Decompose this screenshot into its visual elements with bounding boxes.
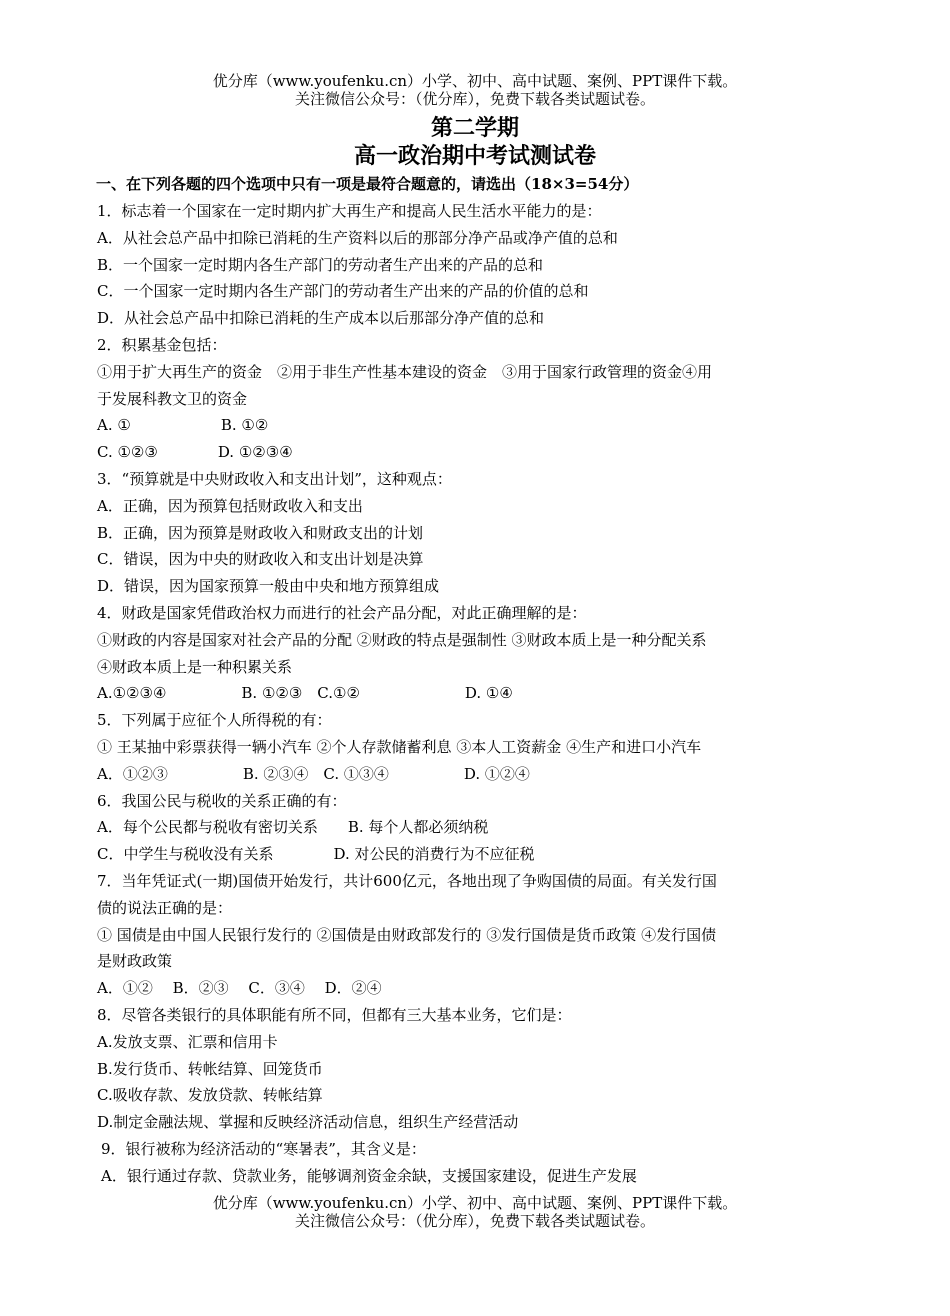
text-line: ① 国债是由中国人民银行发行的 ②国债是由财政部发行的 ③发行国债是货币政策 ④发行国债 bbox=[97, 925, 717, 944]
text-line: 5．下列属于应征个人所得税的有： bbox=[97, 711, 332, 730]
text-line: ①财政的内容是国家对社会产品的分配 ②财政的特点是强制性 ③财政本质上是一种分配关系 bbox=[97, 630, 707, 649]
text-line: A．正确，因为预算包括财政收入和支出 bbox=[97, 496, 363, 515]
footer-line-1: 优分库（www.youfenku.cn）小学、初中、高中试题、案例、PPT课件下载。 bbox=[212, 1194, 738, 1212]
page-header bbox=[0, 72, 950, 108]
text-line: 9．银行被称为经济活动的“寒暑表”，其含义是： bbox=[101, 1139, 426, 1158]
text-line: A．①② B．②③ C．③④ D．②④ bbox=[97, 979, 382, 998]
section-heading: 一、在下列各题的四个选项中只有一项是最符合题意的，请选出（18×3=54分） bbox=[96, 175, 639, 193]
text-line: A．①②③ B. ②③④ C. ①③④ D. ①②④ bbox=[97, 764, 530, 783]
text-line: D．错误，因为国家预算一般由中央和地方预算组成 bbox=[97, 577, 440, 596]
question-body bbox=[97, 198, 857, 1189]
text-line: D.制定金融法规、掌握和反映经济活动信息，组织生产经营活动 bbox=[97, 1113, 519, 1132]
text-line: A.发放支票、汇票和信用卡 bbox=[97, 1032, 278, 1051]
header-line-2: 关注微信公众号：（优分库），免费下载各类试题试卷。 bbox=[294, 90, 655, 108]
text-line: 2．积累基金包括： bbox=[97, 335, 227, 354]
text-line: ④财政本质上是一种积累关系 bbox=[97, 657, 293, 676]
text-line: 8．尽管各类银行的具体职能有所不同，但都有三大基本业务，它们是： bbox=[97, 1005, 572, 1024]
text-line: 3．“预算就是中央财政收入和支出计划”，这种观点： bbox=[97, 469, 452, 488]
text-line: 6．我国公民与税收的关系正确的有： bbox=[97, 791, 347, 810]
text-line: C.吸收存款、发放贷款、转帐结算 bbox=[97, 1086, 323, 1105]
text-line: 1．标志着一个国家在一定时期内扩大再生产和提高人民生活水平能力的是： bbox=[97, 202, 602, 220]
exam-term-title: 第二学期 bbox=[430, 115, 519, 141]
text-line: 4．财政是国家凭借政治权力而进行的社会产品分配，对此正确理解的是： bbox=[97, 603, 587, 622]
text-line: C．中学生与税收没有关系 D. 对公民的消费行为不应征税 bbox=[97, 845, 535, 864]
text-line: B．一个国家一定时期内各生产部门的劳动者生产出来的产品的总和 bbox=[97, 255, 544, 274]
text-line: A. ① B. ①② bbox=[97, 416, 269, 435]
text-line: A．每个公民都与税收有密切关系 B. 每个人都必须纳税 bbox=[97, 818, 489, 837]
page-footer bbox=[0, 1194, 950, 1230]
text-line: D．从社会总产品中扣除已消耗的生产成本以后那部分净产值的总和 bbox=[97, 309, 545, 328]
footer-line-2: 关注微信公众号：（优分库），免费下载各类试题试卷。 bbox=[294, 1212, 655, 1230]
text-line: ①用于扩大再生产的资金 ②用于非生产性基本建设的资金 ③用于国家行政管理的资金④用 bbox=[97, 362, 713, 381]
text-line: A．从社会总产品中扣除已消耗的生产资料以后的那部分净产品或净产值的总和 bbox=[97, 228, 618, 247]
exam-title: 高一政治期中考试测试卷 bbox=[353, 143, 596, 169]
text-line: C. ①②③ D. ①②③④ bbox=[97, 443, 293, 462]
text-line: B．正确，因为预算是财政收入和财政支出的计划 bbox=[97, 523, 424, 542]
text-line: A．银行通过存款、贷款业务，能够调剂资金余缺，支援国家建设，促进生产发展 bbox=[101, 1166, 637, 1185]
text-line: 是财政政策 bbox=[97, 952, 173, 971]
text-line: ① 王某抽中彩票获得一辆小汽车 ②个人存款储蓄利息 ③本人工资薪金 ④生产和进口小汽车 bbox=[97, 737, 702, 756]
text-line: 7．当年凭证式(一期)国债开始发行，共计600亿元，各地出现了争购国债的局面。有关发行国 bbox=[97, 871, 717, 890]
text-line: B.发行货币、转帐结算、回笼货币 bbox=[97, 1059, 323, 1078]
text-line: A.①②③④ B. ①②③ C.①② D. ①④ bbox=[97, 684, 513, 703]
text-line: C．错误，因为中央的财政收入和支出计划是决算 bbox=[97, 550, 424, 569]
text-line: 于发展科教文卫的资金 bbox=[97, 389, 248, 408]
text-line: C．一个国家一定时期内各生产部门的劳动者生产出来的产品的价值的总和 bbox=[97, 282, 589, 301]
text-line: 债的说法正确的是： bbox=[97, 898, 233, 917]
header-line-1: 优分库（www.youfenku.cn）小学、初中、高中试题、案例、PPT课件下载。 bbox=[212, 72, 738, 90]
